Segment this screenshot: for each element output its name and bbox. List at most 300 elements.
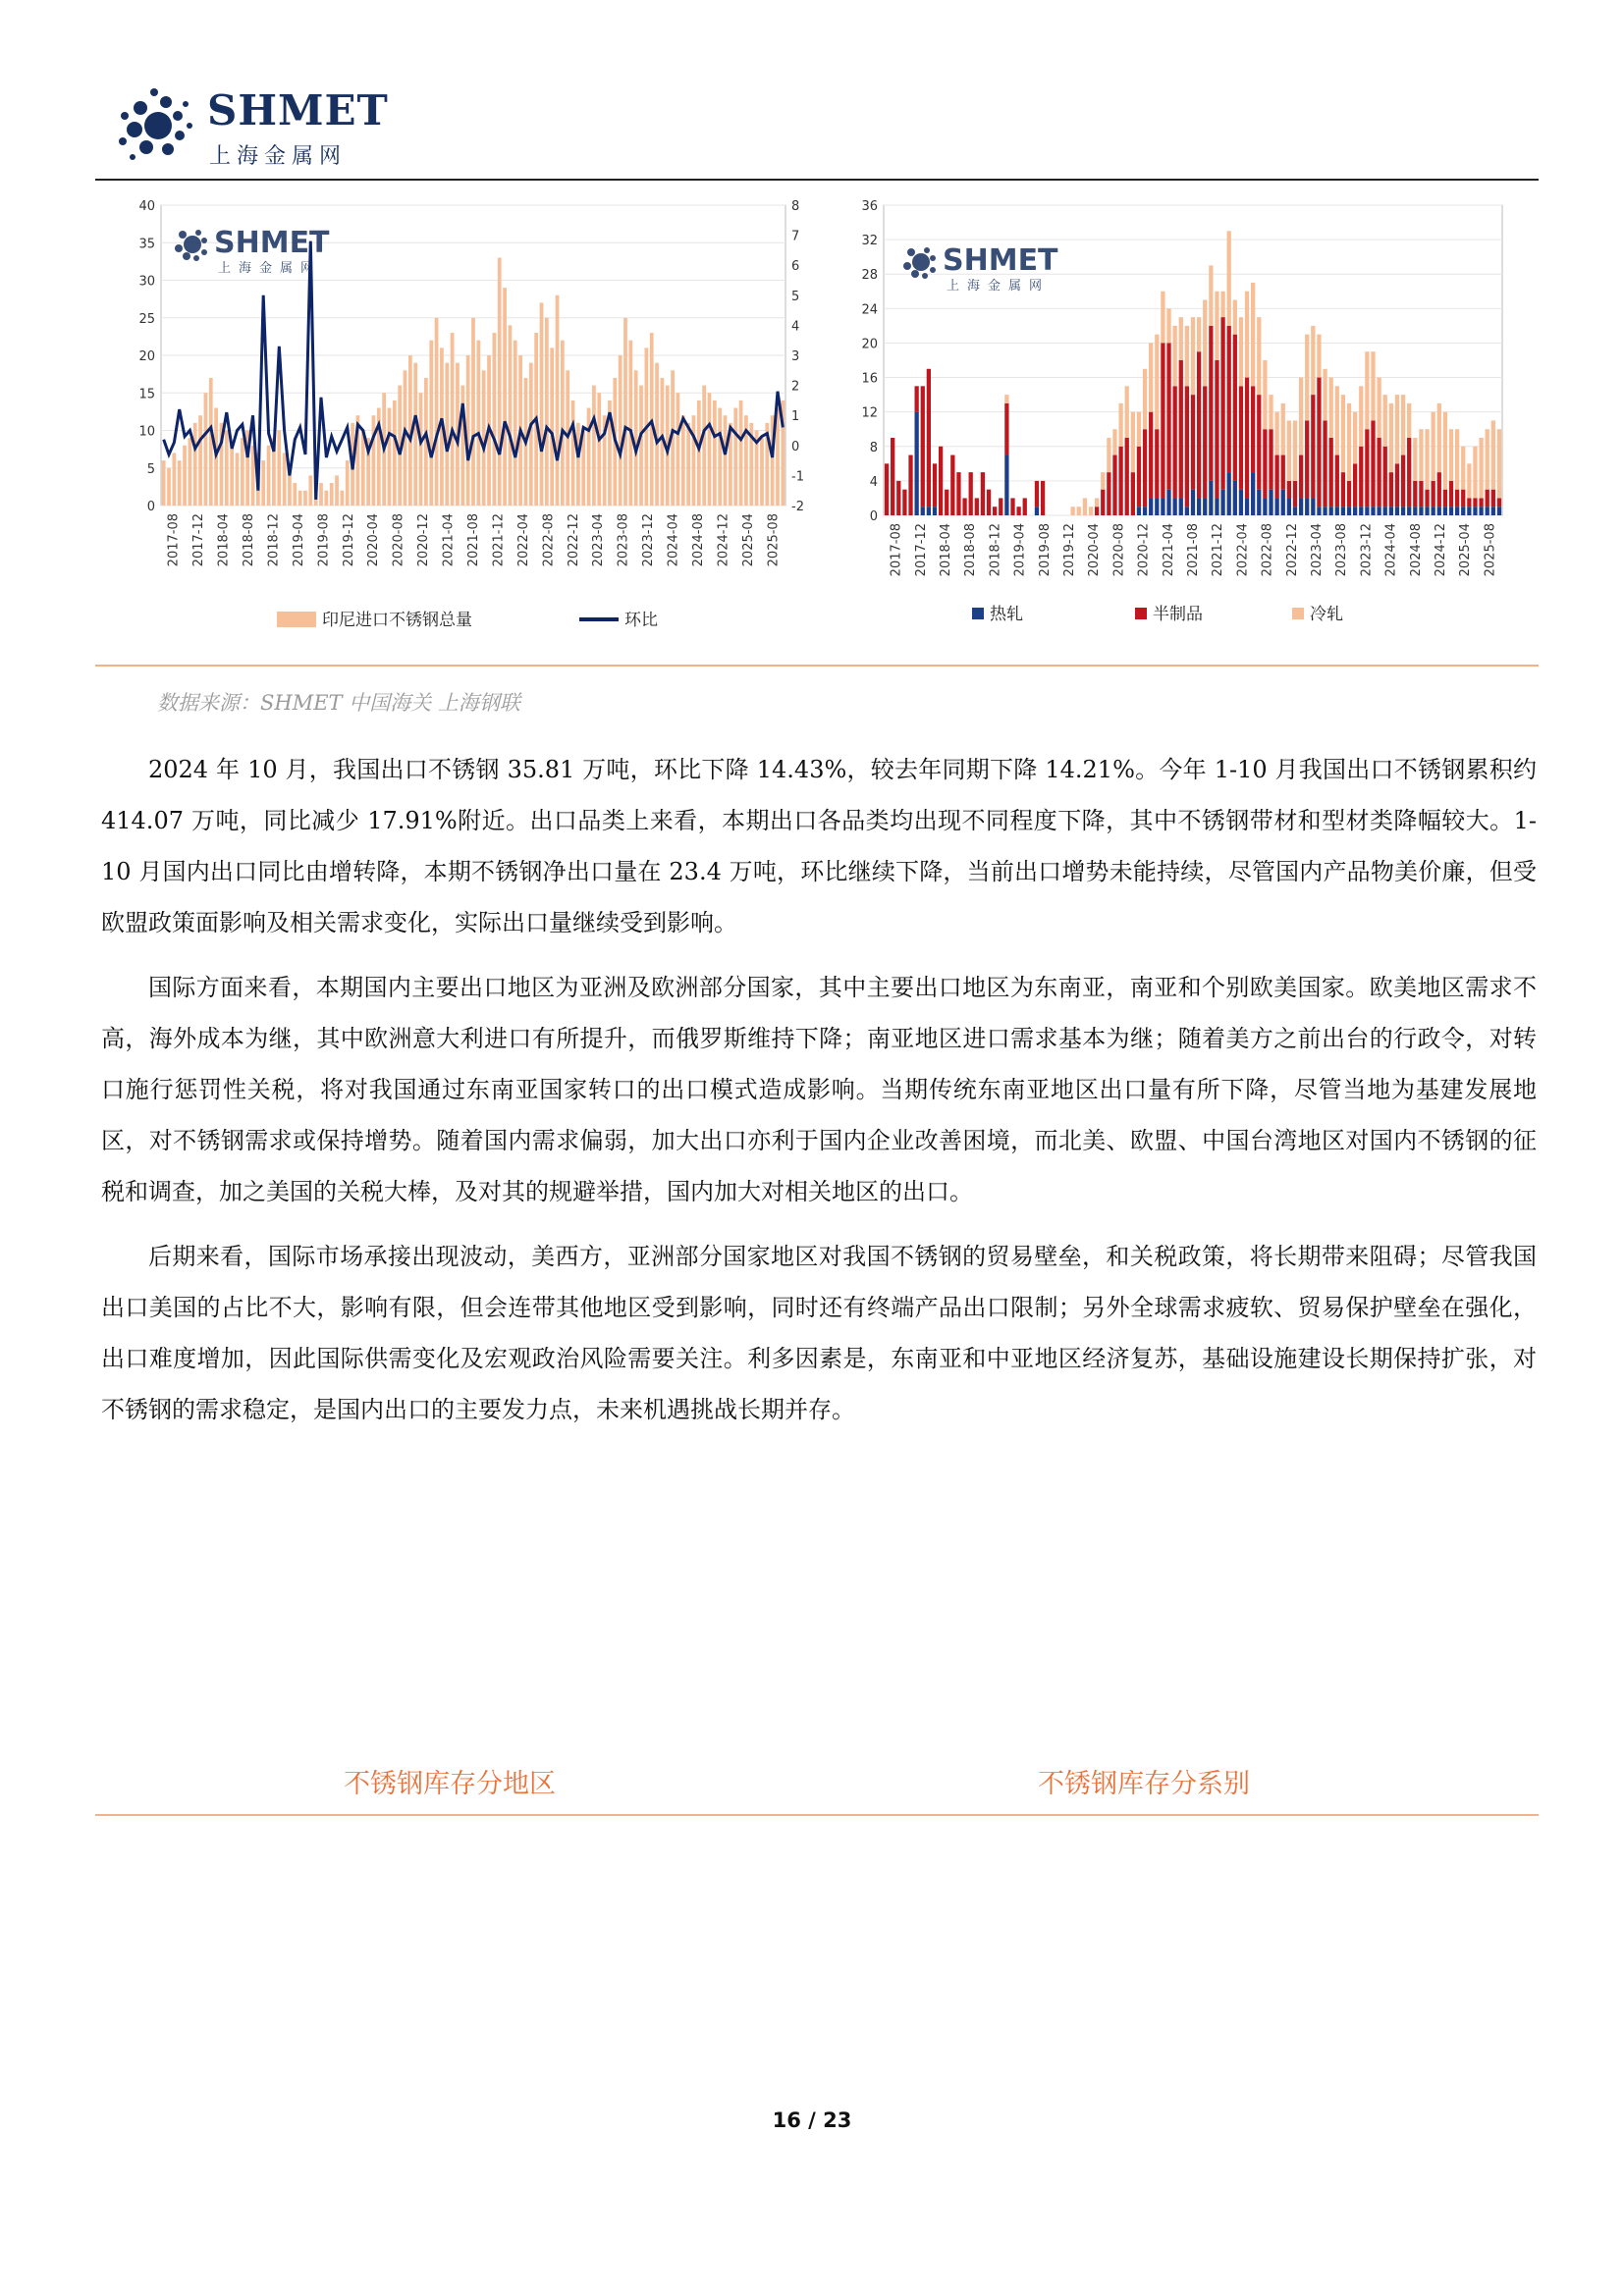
legend-label-line: 环比 bbox=[624, 611, 658, 630]
bar-semi bbox=[950, 455, 954, 515]
legend-label-bars: 印尼进口不锈钢总量 bbox=[322, 611, 472, 630]
x-tick-label: 2023-04 bbox=[1310, 523, 1325, 577]
x-tick-label: 2023-08 bbox=[616, 513, 631, 567]
bar-cold-rolled bbox=[1299, 378, 1303, 455]
bar-cold-rolled bbox=[1118, 403, 1122, 447]
bar-semi bbox=[1317, 378, 1321, 507]
bar-hot-rolled bbox=[1497, 507, 1501, 515]
bar-semi bbox=[1432, 481, 1435, 507]
x-tick-label: 2019-08 bbox=[1037, 523, 1053, 577]
x-tick-label: 2018-12 bbox=[988, 523, 1003, 577]
bar-hot-rolled bbox=[1341, 507, 1345, 515]
bar-cold-rolled bbox=[1371, 351, 1375, 420]
bar-semi bbox=[1491, 490, 1495, 507]
bar-semi bbox=[1233, 335, 1237, 481]
bar-hot-rolled bbox=[1161, 498, 1164, 515]
bar-cold-rolled bbox=[1377, 378, 1380, 438]
bar bbox=[545, 318, 549, 506]
bar-semi bbox=[1155, 429, 1159, 498]
bar-cold-rolled bbox=[1004, 395, 1008, 403]
bar bbox=[514, 341, 517, 506]
bar-cold-rolled bbox=[1389, 403, 1393, 472]
x-tick-label: 2018-12 bbox=[266, 513, 282, 567]
bar-semi bbox=[993, 507, 997, 515]
bar-hot-rolled bbox=[1239, 490, 1243, 515]
bar-cold-rolled bbox=[1413, 438, 1417, 481]
bar-cold-rolled bbox=[1311, 326, 1315, 395]
bar-semi bbox=[1239, 386, 1243, 489]
bar-semi bbox=[1407, 438, 1411, 507]
bar-hot-rolled bbox=[1479, 507, 1483, 515]
bar bbox=[283, 453, 287, 506]
bar-semi bbox=[1383, 447, 1387, 507]
bar-hot-rolled bbox=[1413, 507, 1417, 515]
watermark-dot bbox=[930, 267, 936, 273]
x-tick-label: 2019-04 bbox=[1012, 523, 1028, 577]
legend-label-hot-rolled: 热轧 bbox=[990, 605, 1023, 624]
bar bbox=[319, 483, 323, 506]
bar-semi bbox=[962, 498, 966, 515]
bar-cold-rolled bbox=[1161, 292, 1164, 344]
bar bbox=[261, 460, 265, 506]
bar-semi bbox=[1413, 481, 1417, 507]
x-tick-label: 2023-12 bbox=[1359, 523, 1375, 577]
x-tick-label: 2022-12 bbox=[1284, 523, 1300, 577]
bar-hot-rolled bbox=[1149, 498, 1153, 515]
bar-semi bbox=[1359, 447, 1363, 507]
y-tick-label: 25 bbox=[138, 311, 155, 327]
bar-cold-rolled bbox=[1173, 326, 1177, 386]
bar-semi bbox=[1245, 378, 1249, 499]
bar bbox=[634, 370, 638, 506]
watermark-dot bbox=[175, 244, 183, 252]
bar-semi bbox=[896, 481, 900, 515]
bar-semi bbox=[915, 386, 919, 411]
bar-semi bbox=[933, 463, 937, 507]
bar-cold-rolled bbox=[1125, 386, 1129, 438]
bar-cold-rolled bbox=[1317, 335, 1321, 378]
watermark-text: SHMET bbox=[214, 226, 330, 260]
bar-cold-rolled bbox=[1479, 438, 1483, 498]
bar-semi bbox=[1179, 360, 1183, 498]
bar bbox=[346, 460, 350, 506]
bar-cold-rolled bbox=[1432, 412, 1435, 481]
x-tick-label: 2018-04 bbox=[216, 513, 232, 567]
bar-semi bbox=[1161, 343, 1164, 498]
bar-hot-rolled bbox=[921, 507, 925, 515]
bar-cold-rolled bbox=[1166, 308, 1170, 343]
bar-semi bbox=[1107, 472, 1110, 515]
x-tick-label: 2020-08 bbox=[391, 513, 406, 567]
bar-semi bbox=[1035, 481, 1039, 507]
bar-semi bbox=[1209, 326, 1213, 481]
page-number: 16 / 23 bbox=[772, 2109, 852, 2132]
bar-cold-rolled bbox=[1425, 429, 1429, 489]
bar-cold-rolled bbox=[1323, 369, 1326, 421]
y-tick-label: 30 bbox=[138, 274, 155, 290]
bar-semi bbox=[1166, 343, 1170, 489]
y-tick-label: 8 bbox=[869, 440, 878, 455]
bar-cold-rolled bbox=[1383, 395, 1387, 447]
bar-cold-rolled bbox=[1473, 447, 1477, 499]
x-tick-label: 2023-08 bbox=[1334, 523, 1350, 577]
y2-tick-label: 6 bbox=[791, 259, 800, 275]
bar-hot-rolled bbox=[1419, 507, 1423, 515]
bar-hot-rolled bbox=[1407, 507, 1411, 515]
x-tick-label: 2020-04 bbox=[1087, 523, 1103, 577]
y-tick-label: 32 bbox=[861, 234, 878, 249]
x-tick-label: 2022-08 bbox=[1260, 523, 1275, 577]
bar-semi bbox=[1347, 481, 1351, 507]
bar bbox=[183, 446, 187, 506]
bar bbox=[189, 438, 192, 506]
y-tick-label: 10 bbox=[138, 424, 155, 440]
bar bbox=[529, 363, 533, 506]
bar-hot-rolled bbox=[1323, 507, 1326, 515]
y-tick-label: 12 bbox=[861, 405, 878, 421]
bar-hot-rolled bbox=[1305, 498, 1309, 515]
bar-semi bbox=[1341, 472, 1345, 507]
bar-semi bbox=[1112, 455, 1116, 515]
bar-semi bbox=[1311, 395, 1315, 498]
indonesia-import-chart bbox=[137, 191, 825, 648]
bar-semi bbox=[1401, 455, 1405, 507]
bar-hot-rolled bbox=[1191, 490, 1195, 515]
bar bbox=[550, 347, 554, 506]
x-tick-label: 2021-08 bbox=[466, 513, 481, 567]
bar-cold-rolled bbox=[1281, 403, 1285, 455]
bar-hot-rolled bbox=[1281, 490, 1285, 515]
y-tick-label: 0 bbox=[146, 500, 155, 514]
bar-semi bbox=[1004, 403, 1008, 455]
bar bbox=[628, 341, 632, 506]
divider-top bbox=[95, 665, 1539, 667]
bar bbox=[451, 333, 455, 506]
bar-cold-rolled bbox=[1407, 403, 1411, 438]
bar-cold-rolled bbox=[1401, 395, 1405, 454]
watermark-dot bbox=[201, 249, 207, 255]
bar-cold-rolled bbox=[1143, 369, 1147, 429]
bar-semi bbox=[1497, 498, 1501, 507]
bar-semi bbox=[1149, 412, 1153, 499]
bar-semi bbox=[1323, 420, 1326, 507]
y-tick-label: 16 bbox=[861, 371, 878, 387]
bar-semi bbox=[1263, 429, 1267, 498]
bar bbox=[435, 318, 439, 506]
x-tick-label: 2022-12 bbox=[566, 513, 581, 567]
bar-cold-rolled bbox=[1233, 300, 1237, 335]
bar-hot-rolled bbox=[1137, 507, 1141, 515]
bar-cold-rolled bbox=[1215, 292, 1218, 360]
bar-cold-rolled bbox=[1149, 343, 1153, 411]
x-tick-label: 2024-08 bbox=[690, 513, 706, 567]
bar-cold-rolled bbox=[1209, 265, 1213, 325]
bar-semi bbox=[1118, 447, 1122, 515]
bar-cold-rolled bbox=[1257, 317, 1261, 395]
bar-cold-rolled bbox=[1455, 429, 1459, 489]
legend-swatch-cold-rolled bbox=[1292, 608, 1304, 619]
bar-semi bbox=[1131, 472, 1135, 515]
bar bbox=[677, 393, 680, 506]
bar-cold-rolled bbox=[1395, 395, 1399, 463]
bar-cold-rolled bbox=[1245, 292, 1249, 378]
bar-semi bbox=[908, 455, 912, 515]
bar-cold-rolled bbox=[1497, 429, 1501, 498]
watermark-dot bbox=[183, 252, 190, 260]
x-tick-label: 2021-04 bbox=[441, 513, 457, 567]
bar bbox=[236, 453, 240, 506]
x-tick-label: 2018-08 bbox=[242, 513, 257, 567]
bar bbox=[503, 288, 507, 506]
bar-semi bbox=[1016, 507, 1020, 515]
bar-cold-rolled bbox=[1437, 403, 1441, 472]
bar-semi bbox=[1023, 498, 1027, 515]
bar bbox=[303, 491, 307, 506]
bar-semi bbox=[1287, 481, 1291, 499]
y-tick-label: 20 bbox=[138, 349, 155, 364]
bar-hot-rolled bbox=[1443, 507, 1447, 515]
x-tick-label: 2025-04 bbox=[1458, 523, 1474, 577]
bar-semi bbox=[1203, 386, 1207, 498]
bar bbox=[724, 415, 728, 506]
bar bbox=[198, 415, 202, 506]
bar-semi bbox=[1257, 395, 1261, 490]
bar-semi bbox=[1101, 490, 1105, 515]
bar-semi bbox=[891, 438, 894, 515]
bar-semi bbox=[1395, 463, 1399, 507]
bar bbox=[393, 400, 397, 506]
bar-cold-rolled bbox=[1137, 412, 1141, 447]
page-header bbox=[95, 73, 1539, 181]
bar-hot-rolled bbox=[1335, 507, 1339, 515]
bar-cold-rolled bbox=[1191, 317, 1195, 395]
x-tick-label: 2025-08 bbox=[1483, 523, 1498, 577]
bar bbox=[587, 408, 591, 506]
bar-hot-rolled bbox=[1329, 507, 1333, 515]
bar bbox=[335, 475, 339, 506]
watermark-dot bbox=[912, 253, 930, 271]
bar-hot-rolled bbox=[1185, 507, 1189, 515]
bar bbox=[471, 318, 475, 506]
section-titles bbox=[95, 1762, 1539, 1811]
bar-cold-rolled bbox=[1335, 386, 1339, 454]
bar-hot-rolled bbox=[1449, 507, 1453, 515]
bar-semi bbox=[1227, 326, 1231, 472]
bar bbox=[708, 393, 712, 506]
y2-tick-label: -1 bbox=[791, 469, 804, 485]
bar-semi bbox=[1251, 386, 1255, 472]
logo-subtext: 上海金属网 bbox=[209, 144, 348, 169]
bar bbox=[697, 400, 701, 506]
bar-hot-rolled bbox=[1143, 507, 1147, 515]
bar-cold-rolled bbox=[1131, 412, 1135, 472]
bar-semi bbox=[1486, 490, 1489, 507]
bar bbox=[419, 393, 423, 506]
bar-cold-rolled bbox=[1293, 420, 1297, 480]
bar bbox=[341, 491, 345, 506]
bar-hot-rolled bbox=[933, 507, 937, 515]
bar-cold-rolled bbox=[1341, 395, 1345, 472]
bar-semi bbox=[1353, 463, 1357, 507]
bar bbox=[733, 408, 737, 506]
y2-tick-label: 2 bbox=[791, 379, 800, 395]
paragraph-1: 2024 年 10 月，我国出口不锈钢 35.81 万吨，环比下降 14.43%，较去年同期下降 14.21%。今年 1-10 月我国出口不锈钢累积约 414.07 万吨，同比减少 17.91%附近。出口品类上来看，本期出口各品类均出现不同程度下降，其中不锈钢带材和型材类降幅较大。1-10 月国内出口同比由增转降，本期不锈钢净出口量在 23.4 万吨，环比继续下降，当前出口增势未能持续，尽管国内产品物美价廉，但受欧盟政策面影响及相关需求变化，实际出口量继续受到影响。 bbox=[101, 756, 1537, 936]
bar bbox=[681, 415, 685, 506]
y-tick-label: 24 bbox=[861, 302, 878, 318]
bar bbox=[298, 491, 302, 506]
bar-hot-rolled bbox=[1425, 507, 1429, 515]
bar-cold-rolled bbox=[1329, 378, 1333, 438]
bar-hot-rolled bbox=[1233, 481, 1237, 515]
y-tick-label: 0 bbox=[869, 509, 878, 524]
bar bbox=[193, 423, 197, 506]
watermark-dot bbox=[195, 230, 201, 236]
bar-hot-rolled bbox=[1377, 507, 1380, 515]
legend-label-cold-rolled: 冷轧 bbox=[1310, 605, 1343, 624]
y-tick-label: 36 bbox=[861, 199, 878, 214]
bar-hot-rolled bbox=[1227, 472, 1231, 515]
x-tick-label: 2024-12 bbox=[1434, 523, 1448, 577]
bar-hot-rolled bbox=[1263, 498, 1267, 515]
bar-hot-rolled bbox=[1220, 490, 1224, 515]
x-tick-label: 2024-04 bbox=[666, 513, 681, 567]
bar-semi bbox=[1041, 481, 1045, 515]
bar-cold-rolled bbox=[1419, 429, 1423, 481]
x-tick-label: 2019-12 bbox=[341, 513, 356, 567]
x-tick-label: 2021-04 bbox=[1161, 523, 1176, 577]
bar-hot-rolled bbox=[1461, 507, 1465, 515]
x-tick-label: 2023-04 bbox=[591, 513, 607, 567]
bar-semi bbox=[1467, 498, 1471, 507]
bar bbox=[686, 423, 690, 506]
watermark-subtext: 上海金属网 bbox=[947, 279, 1051, 294]
bar bbox=[493, 333, 497, 506]
legend-swatch-hot-rolled bbox=[972, 608, 984, 619]
bar-semi bbox=[1365, 429, 1369, 507]
bar-hot-rolled bbox=[1473, 507, 1477, 515]
bar-cold-rolled bbox=[1083, 498, 1087, 515]
bar-cold-rolled bbox=[1077, 507, 1081, 515]
bar-cold-rolled bbox=[1461, 447, 1465, 490]
watermark-dot bbox=[924, 247, 930, 253]
x-tick-label: 2023-12 bbox=[641, 513, 657, 567]
legend-swatch-bars bbox=[277, 612, 316, 627]
bar-hot-rolled bbox=[1383, 507, 1387, 515]
bar-cold-rolled bbox=[1359, 386, 1363, 446]
paragraph-2: 国际方面来看，本期国内主要出口地区为亚洲及欧洲部分国家，其中主要出口地区为东南亚，南亚和个别欧美国家。欧美地区需求不高，海外成本为继，其中欧洲意大利进口有所提升，而俄罗斯维持下降；南亚地区进口需求基本为继；随着美方之前出台的行政令，对转口施行惩罚性关税，将对我国通过东南亚国家转口的出口模式造成影响。当期传统东南亚地区出口量有所下降，尽管当地为基建发展地区，对不锈钢需求或保持增势。随着国内需求偏弱，加大出口亦利于国内企业改善困境，而北美、欧盟、中国台湾地区对国内不锈钢的征税和调查，加之美国的关税大棒，及对其的规避举措，国内加大对相关地区的出口。 bbox=[101, 974, 1537, 1205]
bar-semi bbox=[1220, 317, 1224, 490]
y-tick-label: 5 bbox=[146, 461, 155, 477]
x-tick-label: 2019-08 bbox=[316, 513, 332, 567]
bar-semi bbox=[1389, 472, 1393, 507]
bar-hot-rolled bbox=[1467, 507, 1471, 515]
bar bbox=[277, 431, 281, 507]
bar-cold-rolled bbox=[1203, 300, 1207, 387]
bar-semi bbox=[1329, 438, 1333, 507]
bar-cold-rolled bbox=[1220, 292, 1224, 317]
bar-semi bbox=[1143, 429, 1147, 507]
bar bbox=[308, 475, 312, 506]
body-text bbox=[101, 744, 1537, 1449]
watermark-dot bbox=[184, 236, 201, 253]
bar bbox=[576, 423, 580, 506]
bar-semi bbox=[1425, 490, 1429, 507]
bar-hot-rolled bbox=[1347, 507, 1351, 515]
bar-hot-rolled bbox=[1395, 507, 1399, 515]
bar bbox=[760, 438, 764, 506]
bar-hot-rolled bbox=[1155, 498, 1159, 515]
bar bbox=[561, 341, 565, 506]
bar bbox=[619, 355, 623, 506]
watermark-text: SHMET bbox=[943, 243, 1058, 278]
section-title-series: 不锈钢库存分系别 bbox=[1038, 1769, 1250, 1799]
bar bbox=[623, 318, 627, 506]
bar-cold-rolled bbox=[1443, 412, 1447, 490]
y-tick-label: 28 bbox=[861, 268, 878, 284]
x-tick-label: 2017-12 bbox=[191, 513, 207, 567]
x-tick-label: 2020-12 bbox=[1136, 523, 1152, 577]
bar-hot-rolled bbox=[1359, 507, 1363, 515]
bar bbox=[324, 491, 328, 506]
watermark-logo bbox=[903, 243, 1058, 294]
bar-cold-rolled bbox=[1353, 412, 1357, 464]
bar bbox=[372, 415, 376, 506]
watermark-subtext: 上海金属网 bbox=[218, 261, 322, 276]
x-tick-label: 2018-08 bbox=[963, 523, 979, 577]
x-tick-label: 2025-04 bbox=[740, 513, 756, 567]
bar-cold-rolled bbox=[1185, 326, 1189, 386]
bar-hot-rolled bbox=[1317, 507, 1321, 515]
bar-cold-rolled bbox=[1347, 403, 1351, 481]
bar-semi bbox=[1443, 490, 1447, 507]
bar-hot-rolled bbox=[1293, 507, 1297, 515]
bar-semi bbox=[1371, 420, 1375, 507]
bar-cold-rolled bbox=[1491, 420, 1495, 489]
bar bbox=[476, 341, 480, 506]
bar-cold-rolled bbox=[1263, 360, 1267, 429]
watermark-dot bbox=[930, 255, 936, 261]
x-tick-label: 2018-04 bbox=[939, 523, 953, 577]
bar-semi bbox=[945, 490, 948, 515]
bar-hot-rolled bbox=[1203, 498, 1207, 515]
bar-cold-rolled bbox=[1239, 317, 1243, 386]
bar-hot-rolled bbox=[1491, 507, 1495, 515]
bar-hot-rolled bbox=[1353, 507, 1357, 515]
bar-hot-rolled bbox=[1311, 498, 1315, 515]
bar-cold-rolled bbox=[1486, 429, 1489, 489]
shmet-logo bbox=[117, 86, 389, 169]
bar-semi bbox=[927, 369, 931, 507]
bar-semi bbox=[1455, 490, 1459, 507]
bar-hot-rolled bbox=[1365, 507, 1369, 515]
bar-semi bbox=[1281, 455, 1285, 490]
bar bbox=[241, 438, 244, 506]
bar bbox=[162, 460, 166, 506]
bar-hot-rolled bbox=[1173, 498, 1177, 515]
y2-tick-label: 8 bbox=[791, 199, 800, 214]
y2-tick-label: 1 bbox=[791, 409, 800, 425]
bar bbox=[718, 408, 722, 506]
export-by-type-chart bbox=[854, 191, 1522, 648]
bar-hot-rolled bbox=[1455, 507, 1459, 515]
bar-semi bbox=[1274, 455, 1278, 499]
x-tick-label: 2021-12 bbox=[1211, 523, 1226, 577]
x-tick-label: 2020-08 bbox=[1111, 523, 1127, 577]
bar-cold-rolled bbox=[1365, 351, 1369, 429]
watermark-dot bbox=[907, 248, 915, 256]
y2-tick-label: 3 bbox=[791, 349, 800, 364]
bar bbox=[361, 431, 365, 507]
